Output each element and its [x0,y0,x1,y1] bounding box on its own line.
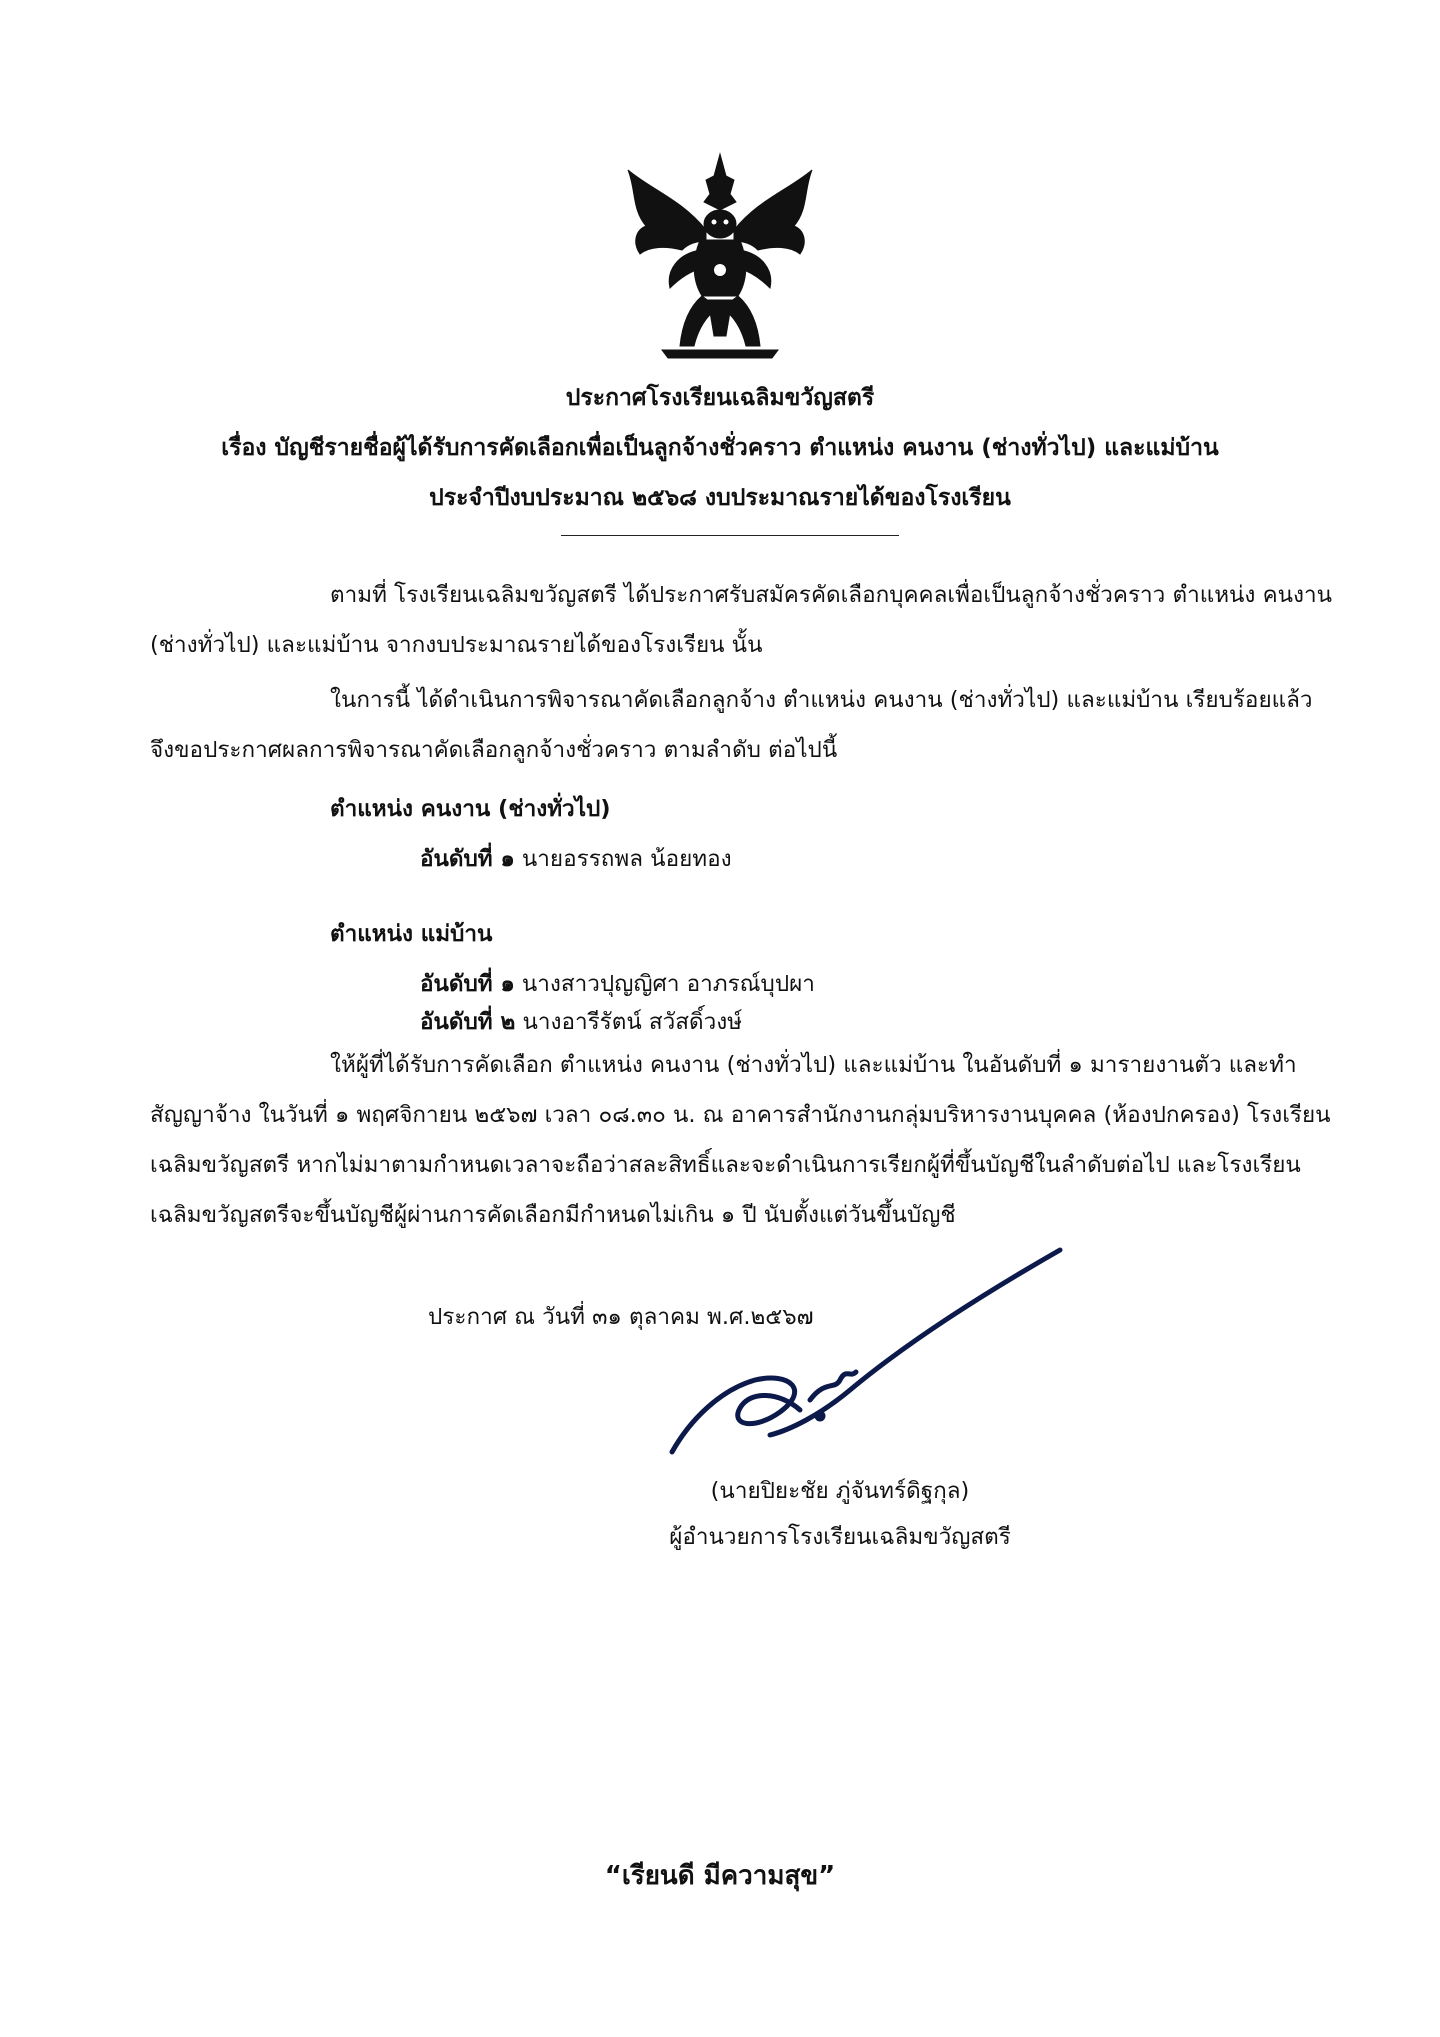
paragraph-intro: ตามที่ โรงเรียนเฉลิมขวัญสตรี ได้ประกาศรับสมัครคัดเลือกบุคคลเพื่อเป็นลูกจ้างชั่วคราว ตำแหน่ง คนงาน (ช่างทั่วไป) และแม่บ้าน จากงบประมาณรายได้ของโรงเรียน นั้น [150,582,1332,658]
candidate-name: นางอารีรัตน์ สวัสดิ์วงษ์ [522,1009,743,1035]
school-motto: “เรียนดี มีความสุข” [604,1861,836,1891]
announcement-subject: เรื่อง บัญชีรายชื่อผู้ได้รับการคัดเลือกเพื่อเป็นลูกจ้างชั่วคราว ตำแหน่ง คนงาน (ช่างทั่วไป) และแม่บ้าน [221,435,1219,461]
rank-row [420,840,732,876]
paragraph-instructions: ให้ผู้ที่ได้รับการคัดเลือก ตำแหน่ง คนงาน (ช่างทั่วไป) และแม่บ้าน ในอันดับที่ ๑ มารายงานตัว และทำสัญญาจ้าง ในวันที่ ๑ พฤศจิกายน ๒๕๖๗ เวลา ๐๘.๓๐ น. ณ อาคารสำนักงานกลุ่มบริหารงานบุคคล (ห้องปกครอง) โรงเรียนเฉลิมขวัญสตรี หากไม่มาตามกำหนดเวลาจะถือว่าสละสิทธิ์และจะดำเนินการเรียกผู้ที่ขึ้นบัญชีในลำดับต่อไป และโรงเรียนเฉลิมขวัญสตรีจะขึ้นบัญชีผู้ผ่านการคัดเลือกมีกำหนดไม่เกิน ๑ ปี นับตั้งแต่วันขึ้นบัญชี [150,1052,1331,1228]
title-divider [561,535,899,536]
signer-title: ผู้อำนวยการโรงเรียนเฉลิมขวัญสตรี [669,1524,1011,1550]
paragraph-result: ในการนี้ ได้ดำเนินการพิจารณาคัดเลือกลูกจ้าง ตำแหน่ง คนงาน (ช่างทั่วไป) และแม่บ้าน เรียบร้อยแล้ว จึงขอประกาศผลการพิจารณาคัดเลือกลูกจ้างชั่วคราว ตามลำดับ ต่อไปนี้ [150,687,1313,763]
position-title-worker: ตำแหน่ง คนงาน (ช่างทั่วไป) [330,796,611,822]
signature-image [660,1240,1070,1470]
position-title-housekeeper: ตำแหน่ง แม่บ้าน [330,921,493,947]
garuda-emblem [622,150,818,360]
rank-row [420,965,815,1001]
rank-label: อันดับที่ ๒ [420,1009,516,1035]
announcement-title: ประกาศโรงเรียนเฉลิมขวัญสตรี [565,385,875,411]
announcement-date: ประกาศ ณ วันที่ ๓๑ ตุลาคม พ.ศ.๒๕๖๗ [428,1304,814,1330]
signer-name: (นายปิยะชัย ภู่จันทร์ดิฐกุล) [710,1478,970,1504]
rank-label: อันดับที่ ๑ [420,971,515,997]
candidate-name: นายอรรถพล น้อยทอง [521,846,732,872]
candidate-name: นางสาวปุญญิศา อาภรณ์บุปผา [521,971,815,997]
rank-label: อันดับที่ ๑ [420,846,515,872]
rank-row [420,1003,742,1039]
announcement-subject-line2: ประจำปีงบประมาณ ๒๕๖๘ งบประมาณรายได้ของโรงเรียน [429,485,1011,511]
